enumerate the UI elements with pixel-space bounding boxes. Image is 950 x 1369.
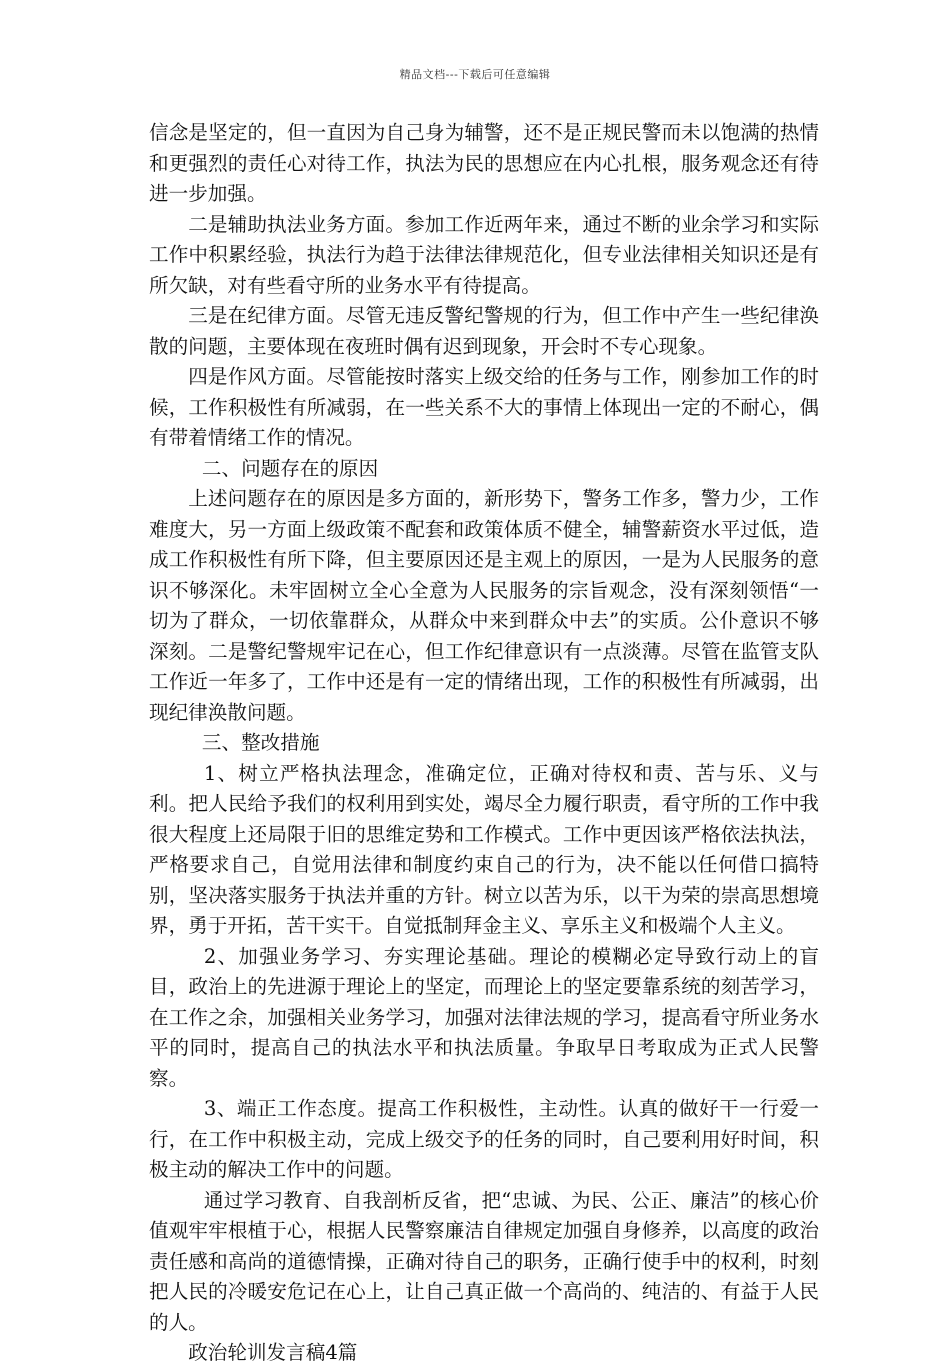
- paragraph-continuation: 信念是坚定的，但一直因为自己身为辅警，还不是正规民警而未以饱满的热情和更强烈的责任心对待工作，执法为民的思想应在内心扎根，服务观念还有待进一步加强。: [149, 121, 819, 205]
- next-article-title: 政治轮训发言稿4篇: [188, 1341, 358, 1364]
- measure-item-2: 2、加强业务学习、夯实理论基础。理论的模糊必定导致行动上的盲目，政治上的先进源于理论上的坚定，而理论上的坚定要靠系统的刻苦学习，在工作之余，加强相关业务学习，加强对法律法规的学习，提高看守所业务水平的同时，提高自己的执法水平和执法质量。争取早日考取成为正式人民警察。: [149, 944, 819, 1090]
- paragraph-conclusion: 通过学习教育、自我剖析反省，把“忠诚、为民、公正、廉洁”的核心价值观牢牢根植于心，根据人民警察廉洁自律规定加强自身修养，以高度的政治责任感和高尚的道德情操，正确对待自己的职务，正确行使手中的权利，时刻把人民的冷暖安危记在心上，让自己真正做一个高尚的、纯洁的、有益于人民的人。: [149, 1188, 819, 1334]
- document-body: [149, 118, 819, 1369]
- page-header: 精品文档---下载后可任意编辑: [399, 68, 551, 81]
- measure-item-3: 3、端正工作态度。提高工作积极性，主动性。认真的做好干一行爱一行，在工作中积极主动，完成上级交予的任务的同时，自己要利用好时间，积极主动的解决工作中的问题。: [149, 1097, 819, 1181]
- paragraph-discipline: 三是在纪律方面。尽管无违反警纪警规的行为，但工作中产生一些纪律涣散的问题，主要体现在夜班时偶有迟到现象，开会时不专心现象。: [149, 304, 819, 358]
- section-heading-measures: 三、整改措施: [201, 731, 320, 754]
- paragraph-law-enforcement: 二是辅助执法业务方面。参加工作近两年来，通过不断的业余学习和实际工作中积累经验，执法行为趋于法律法律规范化，但专业法律相关知识还是有所欠缺，对有些看守所的业务水平有待提高。: [149, 212, 819, 297]
- section-heading-causes: 二、问题存在的原因: [201, 456, 379, 480]
- paragraph-causes: 上述问题存在的原因是多方面的，新形势下，警务工作多，警力少，工作难度大，另一方面上级政策不配套和政策体质不健全，辅警薪资水平过低，造成工作积极性有所下降，但主要原因还是主观上的原因，一是为人民服务的意识不够深化。未牢固树立全心全意为人民服务的宗旨观念，没有深刻领悟“一切为了群众，一切依靠群众，从群众中来到群众中去”的实质。公仆意识不够深刻。二是警纪警规牢记在心，但工作纪律意识有一点淡薄。尽管在监管支队工作近一年多了，工作中还是有一定的情绪出现，工作的积极性有所减弱，出现纪律涣散问题。: [149, 487, 819, 724]
- measure-item-1: 1、树立严格执法理念，准确定位，正确对待权和责、苦与乐、义与利。把人民给予我们的权利用到实处，竭尽全力履行职责，看守所的工作中我很大程度上还局限于旧的思维定势和工作模式。工作中更因该严格依法执法，严格要求自己，自觉用法律和制度约束自己的行为，决不能以任何借口搞特别，坚决落实服务于执法并重的方针。树立以苦为乐，以干为荣的崇高思想境界，勇于开拓，苦干实干。自觉抵制拜金主义、享乐主义和极端个人主义。: [149, 761, 819, 937]
- paragraph-work-style: 四是作风方面。尽管能按时落实上级交给的任务与工作，刚参加工作的时候，工作积极性有所减弱，在一些关系不大的事情上体现出一定的不耐心，偶有带着情绪工作的情况。: [149, 365, 819, 449]
